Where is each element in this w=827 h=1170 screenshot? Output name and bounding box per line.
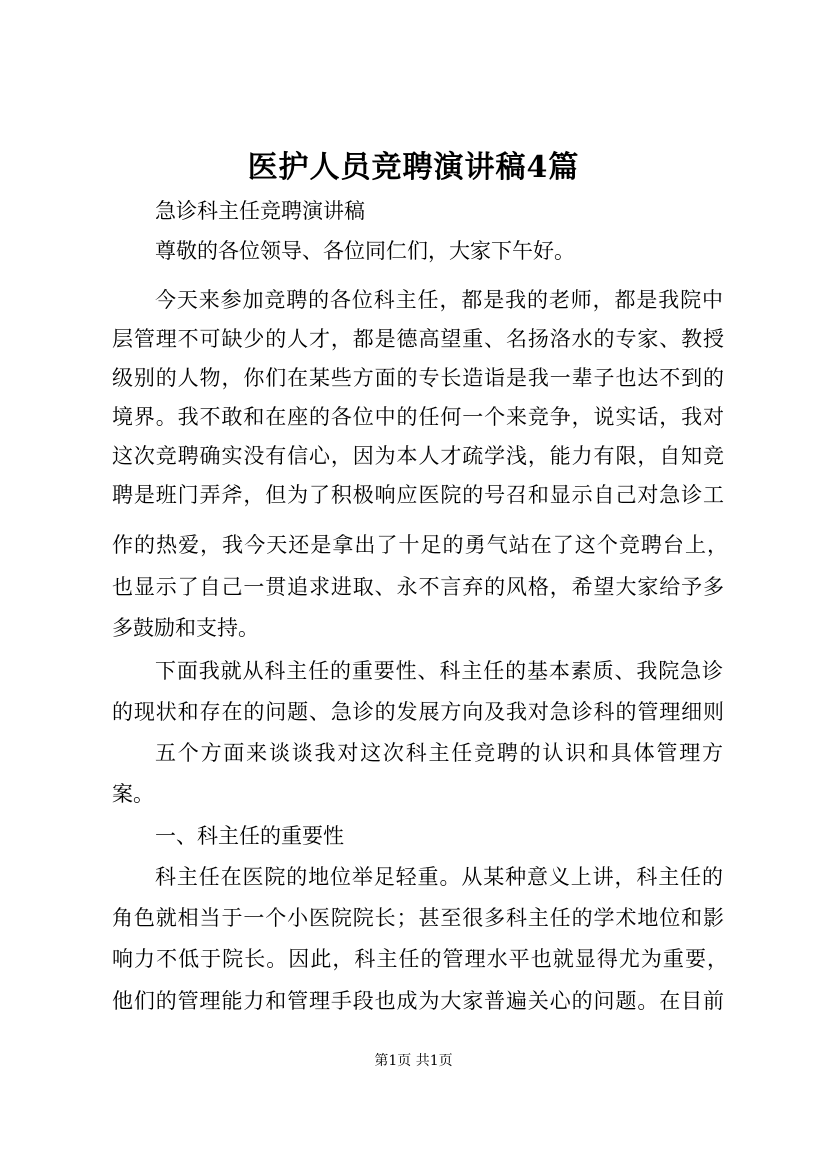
paragraph-line: 层管理不可缺少的人才，都是德高望重、名扬洛水的专家、教授 — [112, 327, 724, 351]
paragraph-line: 角色就相当于一个小医院院长；甚至很多科主任的学术地位和影 — [112, 906, 724, 930]
paragraph-line: 科主任在医院的地位举足轻重。从某种意义上讲，科主任的 — [155, 865, 723, 889]
paragraph-line: 级别的人物，你们在某些方面的专长造诣是我一辈子也达不到的 — [112, 366, 724, 390]
paragraph-line: 五个方面来谈谈我对这次科主任竞聘的认识和具体管理方 — [155, 741, 723, 765]
paragraph-line: 聘是班门弄斧，但为了积极响应医院的号召和显示自己对急诊工 — [112, 483, 724, 507]
paragraph-line: 他们的管理能力和管理手段也成为大家普遍关心的问题。在目前 — [112, 989, 724, 1013]
paragraph-line: 的现状和存在的问题、急诊的发展方向及我对急诊科的管理细则 — [112, 700, 724, 724]
paragraph-line: 今天来参加竞聘的各位科主任，都是我的老师，都是我院中 — [155, 288, 723, 312]
page-number: 第1页 共1页 — [374, 1053, 453, 1069]
document-title: 医护人员竞聘演讲稿4篇 — [247, 150, 580, 185]
paragraph-line: 多鼓励和支持。 — [112, 616, 259, 640]
document-subtitle: 急诊科主任竞聘演讲稿 — [155, 199, 365, 223]
paragraph-line: 案。 — [112, 782, 154, 806]
paragraph-line: 这次竞聘确实没有信心，因为本人才疏学浅，能力有限，自知竞 — [112, 444, 724, 468]
paragraph-line: 下面我就从科主任的重要性、科主任的基本素质、我院急诊 — [155, 659, 723, 683]
section-heading: 一、科主任的重要性 — [155, 824, 344, 848]
paragraph-line: 尊敬的各位领导、各位同仁们，大家下午好。 — [155, 239, 575, 263]
paragraph-line: 响力不低于院长。因此，科主任的管理水平也就显得尤为重要， — [112, 947, 728, 971]
paragraph-line: 作的热爱，我今天还是拿出了十足的勇气站在了这个竞聘台上， — [112, 533, 728, 557]
paragraph-line: 也显示了自己一贯追求进取、永不言弃的风格，希望大家给予多 — [112, 575, 724, 599]
paragraph-line: 境界。我不敢和在座的各位中的任何一个来竞争，说实话，我对 — [112, 405, 724, 429]
